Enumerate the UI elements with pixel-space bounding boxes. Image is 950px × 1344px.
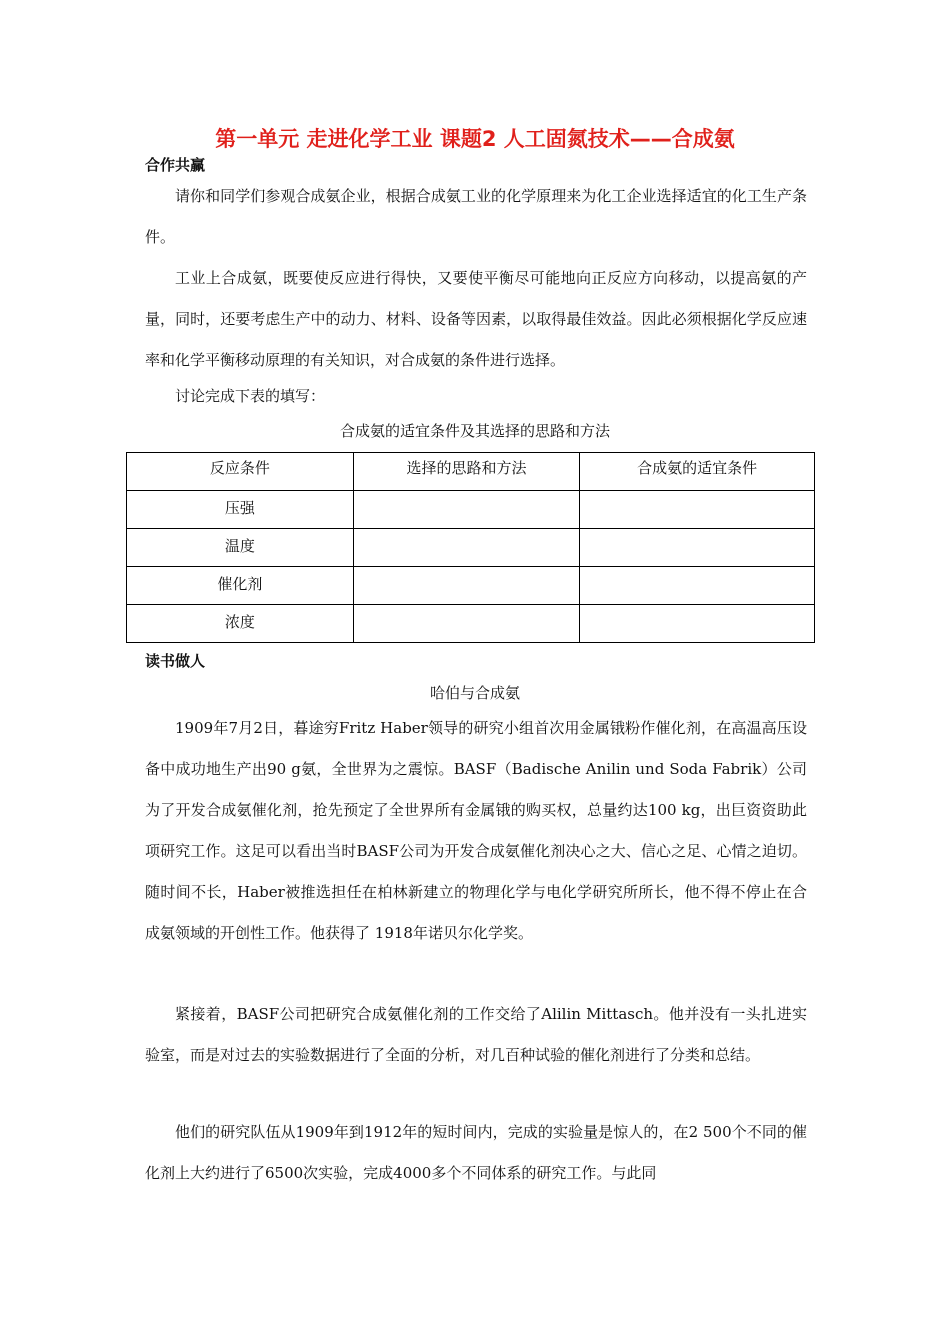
empty-cell bbox=[580, 529, 815, 567]
header-suitable-condition: 合成氨的适宜条件 bbox=[580, 453, 815, 491]
section-heading-reading: 读书做人 bbox=[145, 652, 206, 670]
empty-cell bbox=[353, 529, 580, 567]
empty-cell bbox=[353, 605, 580, 643]
row-label-concentration: 浓度 bbox=[127, 605, 354, 643]
header-method: 选择的思路和方法 bbox=[353, 453, 580, 491]
empty-cell bbox=[580, 567, 815, 605]
paragraph: 他们的研究队伍从1909年到1912年的短时间内，完成的实验量是惊人的，在2 500个不同的催化剂上大约进行了6500次实验，完成4000多个不同体系的研究工作。与此同 bbox=[145, 1123, 807, 1182]
paragraph: 请你和同学们参观合成氨企业，根据合成氨工业的化学原理来为化工企业选择适宜的化工生产条件。 bbox=[145, 187, 807, 246]
section-heading-cooperation: 合作共赢 bbox=[145, 156, 206, 174]
table-row bbox=[127, 529, 815, 567]
page-title: 第一单元 走进化学工业 课题2 人工固氮技术——合成氨 bbox=[215, 127, 735, 151]
table-header-row bbox=[127, 453, 815, 491]
table-row bbox=[127, 567, 815, 605]
row-label-temperature: 温度 bbox=[127, 529, 354, 567]
row-label-catalyst: 催化剂 bbox=[127, 567, 354, 605]
paragraph: 紧接着，BASF公司把研究合成氨催化剂的工作交给了Alilin Mittasch。他并没有一头扎进实验室，而是对过去的实验数据进行了全面的分析，对几百种试验的催化剂进行了分类和总结。 bbox=[145, 1005, 807, 1064]
table-row bbox=[127, 491, 815, 529]
header-condition: 反应条件 bbox=[127, 453, 354, 491]
paragraph: 工业上合成氨，既要使反应进行得快，又要使平衡尽可能地向正反应方向移动，以提高氨的产量，同时，还要考虑生产中的动力、材料、设备等因素，以取得最佳效益。因此必须根据化学反应速率和化学平衡移动原理的有关知识，对合成氨的条件进行选择。 bbox=[145, 269, 807, 369]
conditions-table bbox=[126, 452, 815, 643]
article-subtitle: 哈伯与合成氨 bbox=[429, 684, 520, 702]
empty-cell bbox=[353, 491, 580, 529]
empty-cell bbox=[353, 567, 580, 605]
empty-cell bbox=[580, 605, 815, 643]
paragraph: 1909年7月2日，暮途穷Fritz Haber领导的研究小组首次用金属锇粉作催化剂，在高温高压设备中成功地生产出90 g氨，全世界为之震惊。BASF（Badische Anilin und Soda Fabrik）公司为了开发合成氨催化剂，抢先预定了全世界所有金属锇的购买权，总量约达100 kg，出巨资资助此项研究工作。这足可以看出当时BASF公司为开发合成氨催化剂决心之大、信心之足、心情之迫切。随时间不长，Haber被推选担任在柏林新建立的物理化学与电化学研究所所长，他不得不停止在合成氨领域的开创性工作。他获得了 1918年诺贝尔化学奖。 bbox=[145, 719, 807, 942]
row-label-pressure: 压强 bbox=[127, 491, 354, 529]
table-caption: 合成氨的适宜条件及其选择的思路和方法 bbox=[339, 422, 610, 440]
empty-cell bbox=[580, 491, 815, 529]
table-row bbox=[127, 605, 815, 643]
paragraph: 讨论完成下表的填写： bbox=[175, 387, 326, 405]
